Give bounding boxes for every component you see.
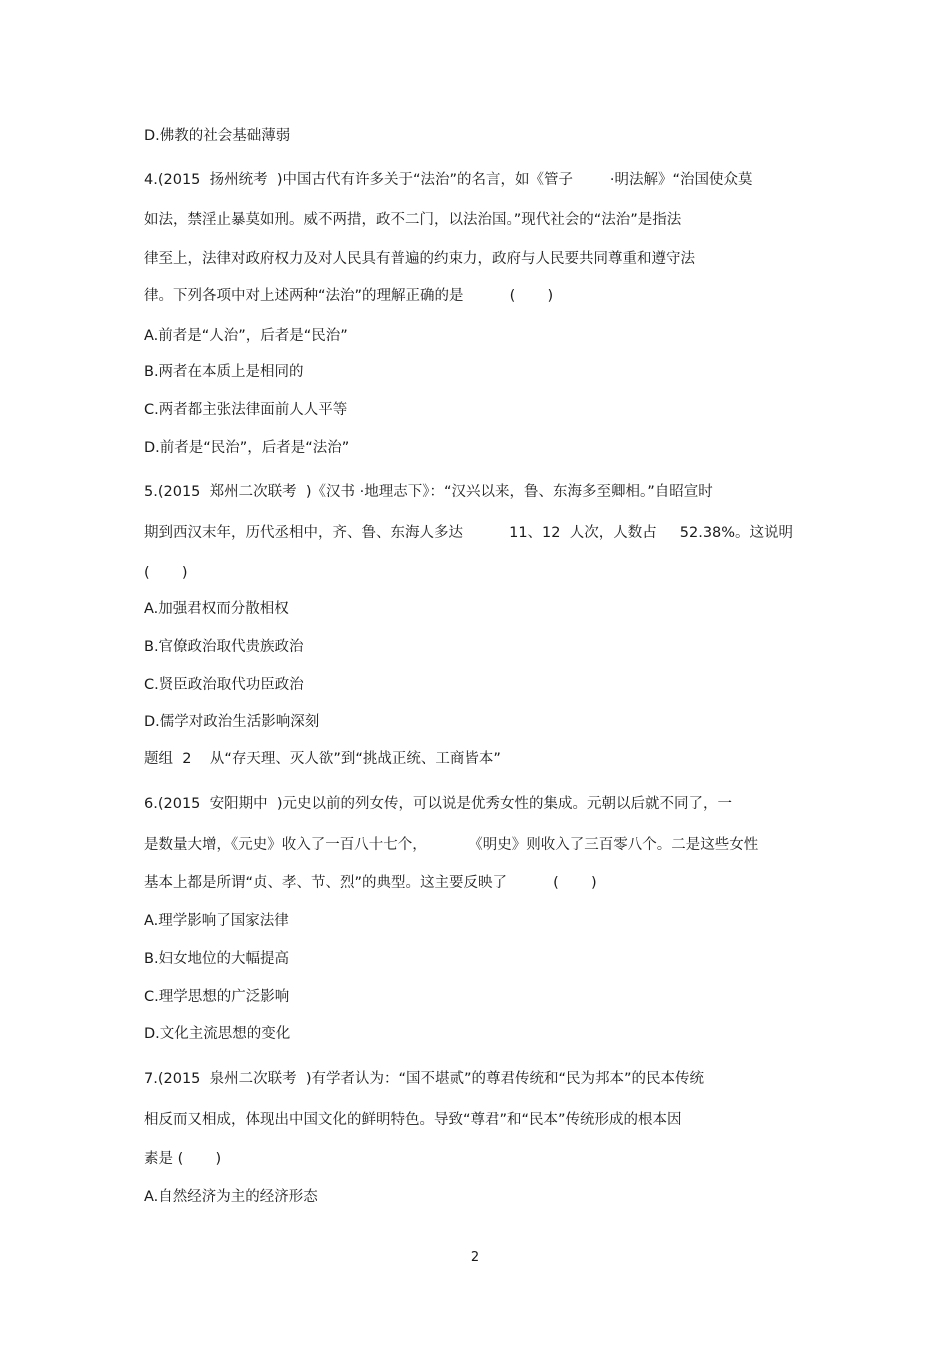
text-line: 律至上，法律对政府权力及对人民具有普遍的约束力，政府与人民要共同尊重和遵守法 bbox=[144, 251, 695, 267]
question-5-stem: 5.(2015 郑州二次联考 )《汉书 ·地理志下》：“汉兴以来，鲁、东海多至卿相。”自昭宣时 bbox=[144, 484, 713, 500]
option-a: A.加强君权而分散相权 bbox=[144, 601, 289, 617]
question-7-stem: 7.(2015 泉州二次联考 )有学者认为：“国不堪贰”的尊君传统和“民为邦本”的民本传统 bbox=[144, 1071, 705, 1087]
question-6-stem: 6.(2015 安阳期中 )元史以前的列女传，可以说是优秀女性的集成。元朝以后就不同了，一 bbox=[144, 796, 732, 812]
text-line: 期到西汉末年，历代丞相中，齐、鲁、东海人多达 11、12 人次，人数占 52.38%。这说明 bbox=[144, 525, 794, 541]
option-d: D.文化主流思想的变化 bbox=[144, 1026, 291, 1042]
text-line: D.佛教的社会基础薄弱 bbox=[144, 128, 291, 144]
question-4-stem: 4.(2015 扬州统考 )中国古代有许多关于“法治”的名言，如《管子 ·明法解》“治国使众莫 bbox=[144, 172, 753, 188]
option-c: C.贤臣政治取代功臣政治 bbox=[144, 677, 304, 693]
option-a: A.自然经济为主的经济形态 bbox=[144, 1189, 318, 1205]
option-a: A.前者是“人治”，后者是“民治” bbox=[144, 328, 348, 344]
option-d: D.儒学对政治生活影响深刻 bbox=[144, 714, 320, 730]
page-number: 2 bbox=[470, 1250, 480, 1265]
text-line: 是数量大增，《元史》收入了一百八十七个， 《明史》则收入了三百零八个。二是这些女性 bbox=[144, 837, 759, 853]
option-d: D.前者是“民治”，后者是“法治” bbox=[144, 440, 350, 456]
text-line: 基本上都是所谓“贞、孝、节、烈”的典型。这主要反映了 ( ) bbox=[144, 875, 597, 891]
option-b: B.妇女地位的大幅提高 bbox=[144, 951, 290, 967]
text-line: 相反而又相成，体现出中国文化的鲜明特色。导致“尊君”和“民本”传统形成的根本因 bbox=[144, 1112, 682, 1128]
text-line: 素是 ( ) bbox=[144, 1151, 222, 1167]
option-c: C.理学思想的广泛影响 bbox=[144, 989, 290, 1005]
option-b: B.官僚政治取代贵族政治 bbox=[144, 639, 304, 655]
text-line: ( ) bbox=[144, 565, 188, 581]
option-c: C.两者都主张法律面前人人平等 bbox=[144, 402, 348, 418]
text-line: 律。下列各项中对上述两种“法治”的理解正确的是 ( ) bbox=[144, 288, 554, 304]
option-a: A.理学影响了国家法律 bbox=[144, 913, 289, 929]
option-b: B.两者在本质上是相同的 bbox=[144, 364, 304, 380]
text-line: 如法，禁淫止暴莫如刑。威不两措，政不二门，以法治国。”现代社会的“法治”是指法 bbox=[144, 212, 682, 228]
section-heading: 题组 2 从“存天理、灭人欲”到“挑战正统、工商皆本” bbox=[144, 751, 501, 767]
